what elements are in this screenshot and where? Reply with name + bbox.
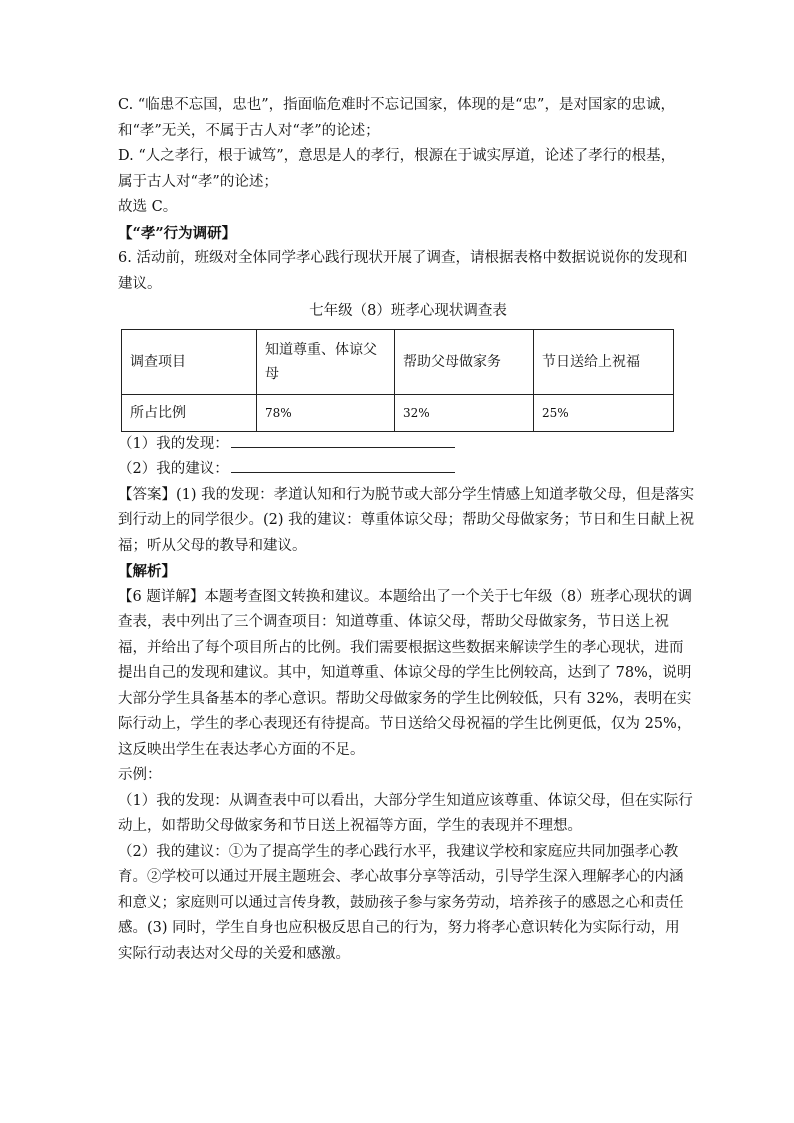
example-line: 和意义；家庭则可以通过言传身教，鼓励孩子参与家务劳动，培养孩子的感恩之心和责任 (118, 894, 684, 911)
suggestion-label: （2）我的建议： (118, 461, 229, 477)
example-line: 育。②学校可以通过开展主题班会、孝心故事分享等活动，引导学生深入理解孝心的内涵 (118, 869, 684, 885)
question-line: 建议。 (118, 275, 162, 292)
answer-line: 福；听从父母的教导和建议。 (118, 537, 307, 554)
option-text: C. “临患不忘国，忠也”，指面临危难时不忘记国家，体现的是“忠”，是对国家的忠诚， (118, 97, 675, 113)
survey-table (121, 329, 674, 432)
finding-blank-line (118, 432, 678, 458)
example-line: （1）我的发现：从调查表中可以看出，大部分学生知道应该尊重、体谅父母，但在实际行 (118, 792, 693, 809)
table-header-cell: 调查项目 (122, 329, 257, 394)
example-line: 感。(3) 同时，学生自身也应积极反思自己的行为，努力将孝心意识转化为实际行动，用 (118, 920, 680, 936)
answer-line: 【答案】(1) 我的发现：孝道认知和行为脱节或大部分学生情感上知道孝敬父母，但是落实 (118, 486, 695, 503)
suggestion-blank[interactable] (231, 458, 455, 473)
example-line: 实际行动表达对父母的关爱和感激。 (118, 945, 350, 962)
analysis-line: 【6 题详解】本题考查图文转换和建议。本题给出了一个关于七年级（8）班孝心现状的调 (118, 588, 693, 605)
table-header-text: 母 (265, 365, 279, 382)
table-title: 七年级（8）班孝心现状调查表 (309, 303, 507, 319)
analysis-line: 福，并给出了每个项目所占的比例。我们需要根据这些数据来解读学生的孝心现状，进而 (118, 639, 684, 656)
section-heading: 【“孝”行为调研】 (118, 224, 237, 242)
analysis-line: 这反映出学生在表达孝心方面的不足。 (118, 741, 365, 758)
finding-blank[interactable] (231, 433, 455, 448)
analysis-line: 际行动上，学生的孝心表现还有待提高。节日送给父母祝福的学生比例更低，仅为 25%， (118, 716, 692, 732)
question-line: 6. 活动前，班级对全体同学孝心践行现状开展了调查，请根据表格中数据说说你的发现和 (118, 250, 688, 266)
table-header-text: 知道尊重、体谅父 (265, 341, 377, 358)
table-header-cell (257, 329, 395, 394)
question-text (118, 246, 688, 297)
analysis-heading: 【解析】 (118, 563, 176, 580)
document-body (118, 93, 695, 967)
example-block (118, 789, 693, 968)
table-row (122, 394, 674, 431)
example-line: （2）我的建议：①为了提高学生的孝心践行水平，我建议学校和家庭应共同加强孝心教 (118, 843, 679, 860)
table-header-cell: 帮助父母做家务 (395, 329, 534, 394)
option-text: D. “人之孝行，根于诚笃”，意思是人的孝行，根源在于诚实厚道，论述了孝行的根基， (118, 148, 676, 164)
example-line: 动上，如帮助父母做家务和节日送上祝福等方面，学生的表现并不理想。 (118, 818, 582, 834)
analysis-block (118, 585, 693, 764)
table-cell: 25% (534, 394, 674, 431)
analysis-line: 查表，表中列出了三个调查项目：知道尊重、体谅父母，帮助父母做家务，节日送上祝 (118, 614, 669, 630)
option-text: 属于古人对“孝”的论述； (118, 173, 278, 190)
analysis-line: 提出自己的发现和建议。其中，知道尊重、体谅父母的学生比例较高，达到了 78%，说明 (118, 665, 692, 681)
finding-label: （1）我的发现： (118, 435, 229, 452)
table-header-cell: 节日送给上祝福 (534, 329, 674, 394)
table-cell: 所占比例 (122, 394, 257, 431)
answer-line: 到行动上的同学很少。(2) 我的建议：尊重体谅父母；帮助父母做家务；节日和生日献上祝 (118, 512, 695, 528)
answer-choice: 故选 C。 (118, 199, 178, 215)
suggestion-blank-line (118, 457, 678, 483)
table-cell: 78% (257, 394, 395, 431)
table-cell: 32% (395, 394, 534, 431)
previous-options (118, 93, 678, 221)
table-header-row (122, 329, 674, 394)
answer-block (118, 483, 695, 560)
analysis-line: 大部分学生具备基本的孝心意识。帮助父母做家务的学生比例较低，只有 32%，表明在实 (118, 690, 692, 707)
example-label: 示例： (118, 767, 162, 783)
option-text: 和“孝”无关，不属于古人对“孝”的论述； (118, 122, 380, 139)
